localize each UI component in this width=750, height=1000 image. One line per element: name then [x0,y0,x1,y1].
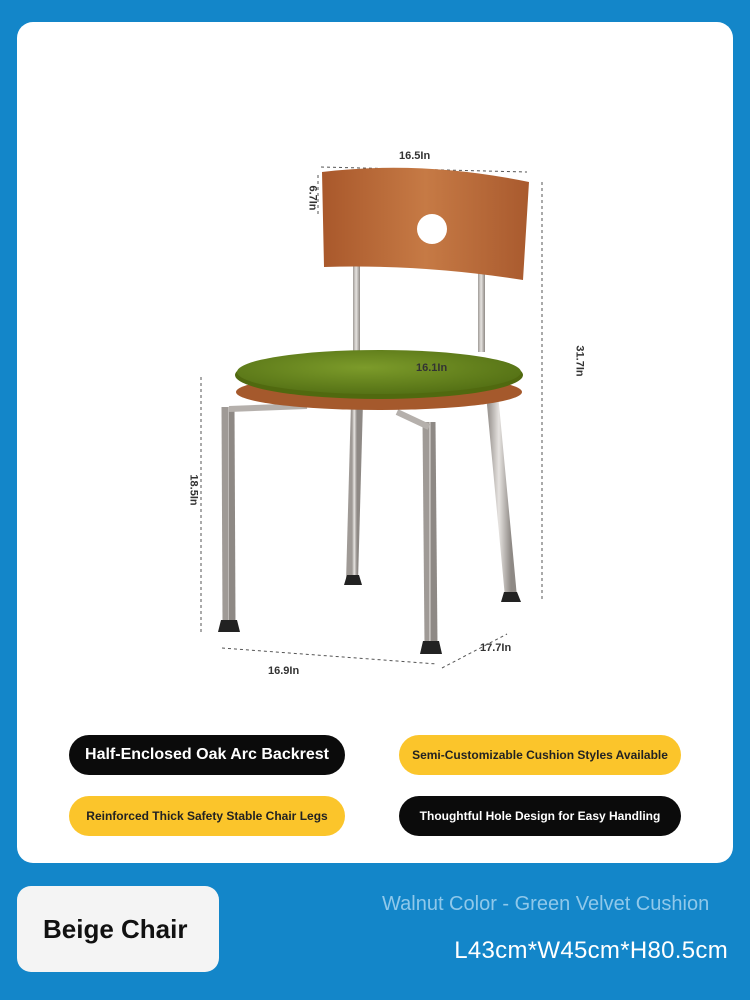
dim-back-height: 6.7In [306,185,319,211]
dim-seat-diameter: 16.1In [416,362,448,374]
dim-base-depth: 17.7In [480,642,512,654]
variant-description: Walnut Color - Green Velvet Cushion [382,893,710,915]
dim-total-height: 31.7In [573,345,586,377]
variant-option[interactable] [17,886,219,972]
variant-name: Beige Chair [43,913,188,944]
seat-cushion [237,350,521,394]
product-card [17,22,733,863]
handle-hole [417,214,447,244]
dim-back-width: 16.5In [399,150,431,162]
feature-pill-backrest: Half-Enclosed Oak Arc Backrest [69,735,345,775]
dim-base-width: 16.9In [268,665,300,677]
chair-illustration [17,22,733,722]
dim-seat-height: 18.5In [187,474,200,506]
feature-pill-cushion: Semi-Customizable Cushion Styles Available [399,735,681,775]
feature-pill-legs: Reinforced Thick Safety Stable Chair Legs [69,796,345,836]
feature-pill-hole: Thoughtful Hole Design for Easy Handling [399,796,681,836]
variant-size: L43cm*W45cm*H80.5cm [454,937,728,964]
